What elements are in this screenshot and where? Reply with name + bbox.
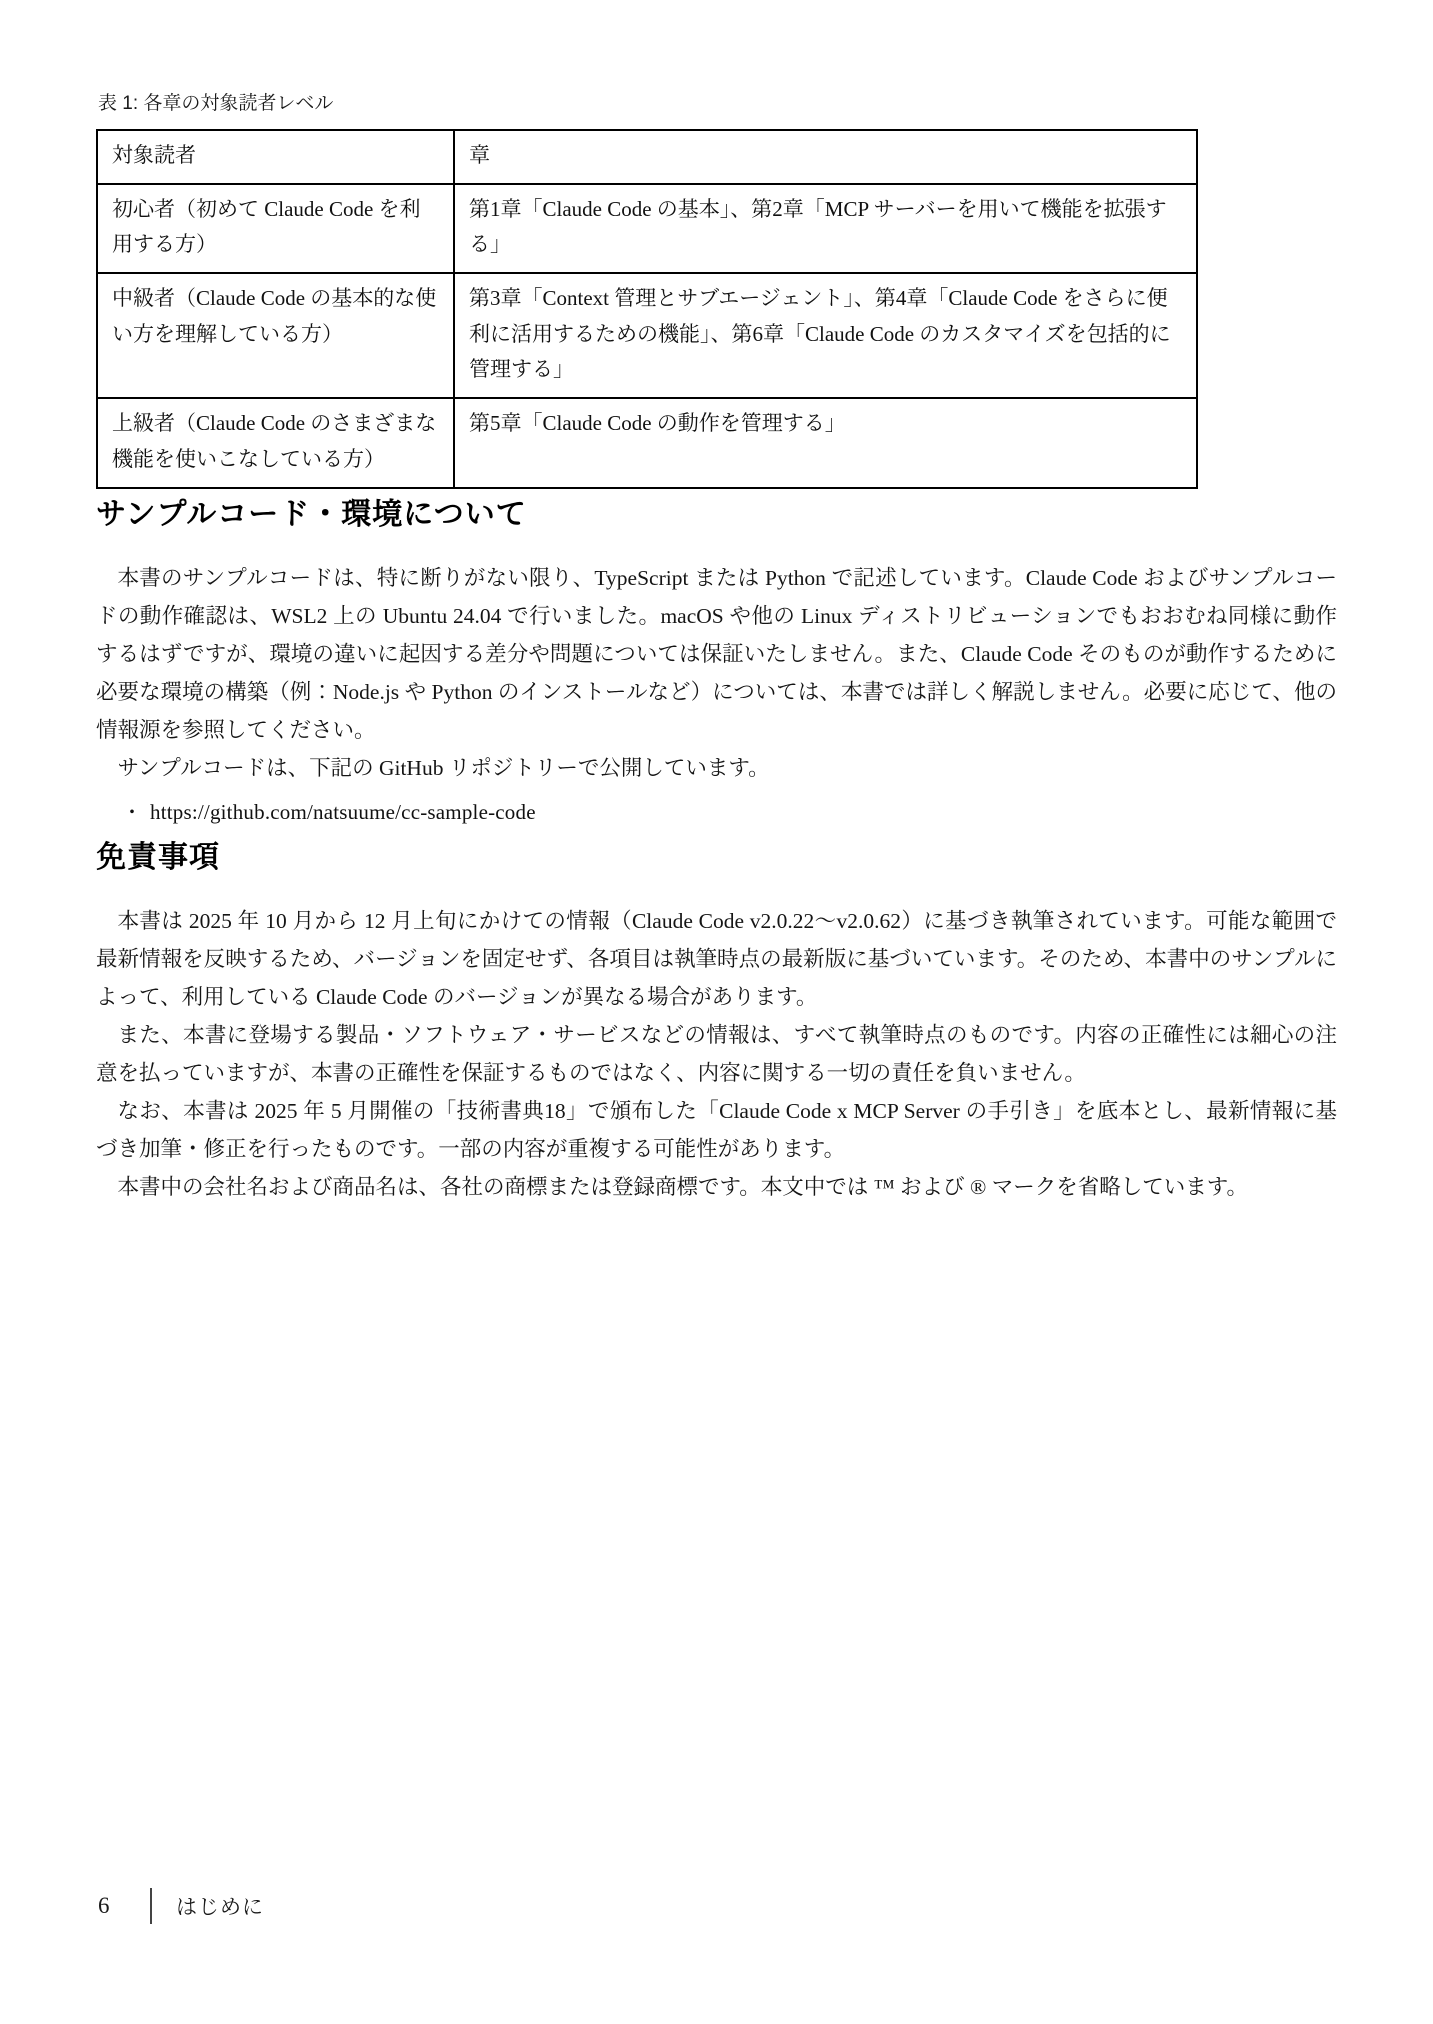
section-body-disclaimer [96,902,1337,1206]
page-number: 6 [98,1893,110,1918]
column-header-reader: 対象読者 [97,130,454,184]
paragraph: 本書中の会社名および商品名は、各社の商標または登録商標です。本文中では ™ および ® マークを省略しています。 [117,1174,1248,1199]
reader-level-table [96,129,1198,489]
repo-url-list [96,793,1337,832]
table-row [97,398,1197,487]
table-header-row [97,130,1197,184]
cell-reader-level: 中級者（Claude Code の基本的な使い方を理解している方） [97,273,454,398]
repo-url-link[interactable]: https://github.com/natsuume/cc-sample-code [150,799,536,824]
cell-chapters: 第3章「Context 管理とサブエージェント」、第4章「Claude Code をさらに便利に活用するための機能」、第6章「Claude Code のカスタマイズを包括的に管理する」 [454,273,1197,398]
cell-chapters: 第1章「Claude Code の基本」、第2章「MCP サーバーを用いて機能を拡張する」 [454,184,1197,273]
cell-reader-level: 初心者（初めて Claude Code を利用する方） [97,184,454,273]
column-header-chapter: 章 [454,130,1197,184]
table-caption: 表 1: 各章の対象読者レベル [98,93,334,114]
section-heading-disclaimer: 免責事項 [96,840,220,874]
table-row [97,184,1197,273]
cell-reader-level: 上級者（Claude Code のさまざまな機能を使いこなしている方） [97,398,454,487]
bullet-icon: ・ [122,801,142,824]
section-heading-sample-code: サンプルコード・環境について [96,497,527,531]
paragraph: なお、本書は 2025 年 5 月開催の「技術書典18」で頒布した「Claude Code x MCP Server の手引き」を底本とし、最新情報に基づき加筆・修正を行ったものです。一部の内容が重複する可能性があります。 [96,1098,1337,1161]
paragraph: また、本書に登場する製品・ソフトウェア・サービスなどの情報は、すべて執筆時点のものです。内容の正確性には細心の注意を払っていますが、本書の正確性を保証するものではなく、内容に関する一切の責任を負いません。 [96,1022,1337,1085]
paragraph: サンプルコードは、下記の GitHub リポジトリーで公開しています。 [117,755,770,780]
paragraph: 本書は 2025 年 10 月から 12 月上旬にかけての情報（Claude Code v2.0.22～v2.0.62）に基づき執筆されています。可能な範囲で最新情報を反映するため、バージョンを固定せず、各項目は執筆時点の最新版に基づいています。そのため、本書中のサンプルによって、利用している Claude Code のバージョンが異なる場合があります。 [96,908,1337,1009]
footer-chapter-name: はじめに [176,1895,264,1919]
section-body-sample-code [96,559,1337,787]
paragraph: 本書のサンプルコードは、特に断りがない限り、TypeScript または Python で記述しています。Claude Code およびサンプルコードの動作確認は、WSL2 上の Ubuntu 24.04 で行いました。macOS や他の Linux ディストリビューションでもおおむね同様に動作するはずですが、環境の違いに起因する差分や問題については保証いたしません。また、Claude Code そのものが動作するために必要な環境の構築（例：Node.js や Python のインストールなど）については、本書では詳しく解説しません。必要に応じて、他の情報源を参照してください。 [96,565,1337,742]
footer-divider [150,1888,152,1924]
table-row [97,273,1197,398]
list-item [122,793,1337,832]
page-footer [98,1888,264,1924]
cell-chapters: 第5章「Claude Code の動作を管理する」 [454,398,1197,487]
